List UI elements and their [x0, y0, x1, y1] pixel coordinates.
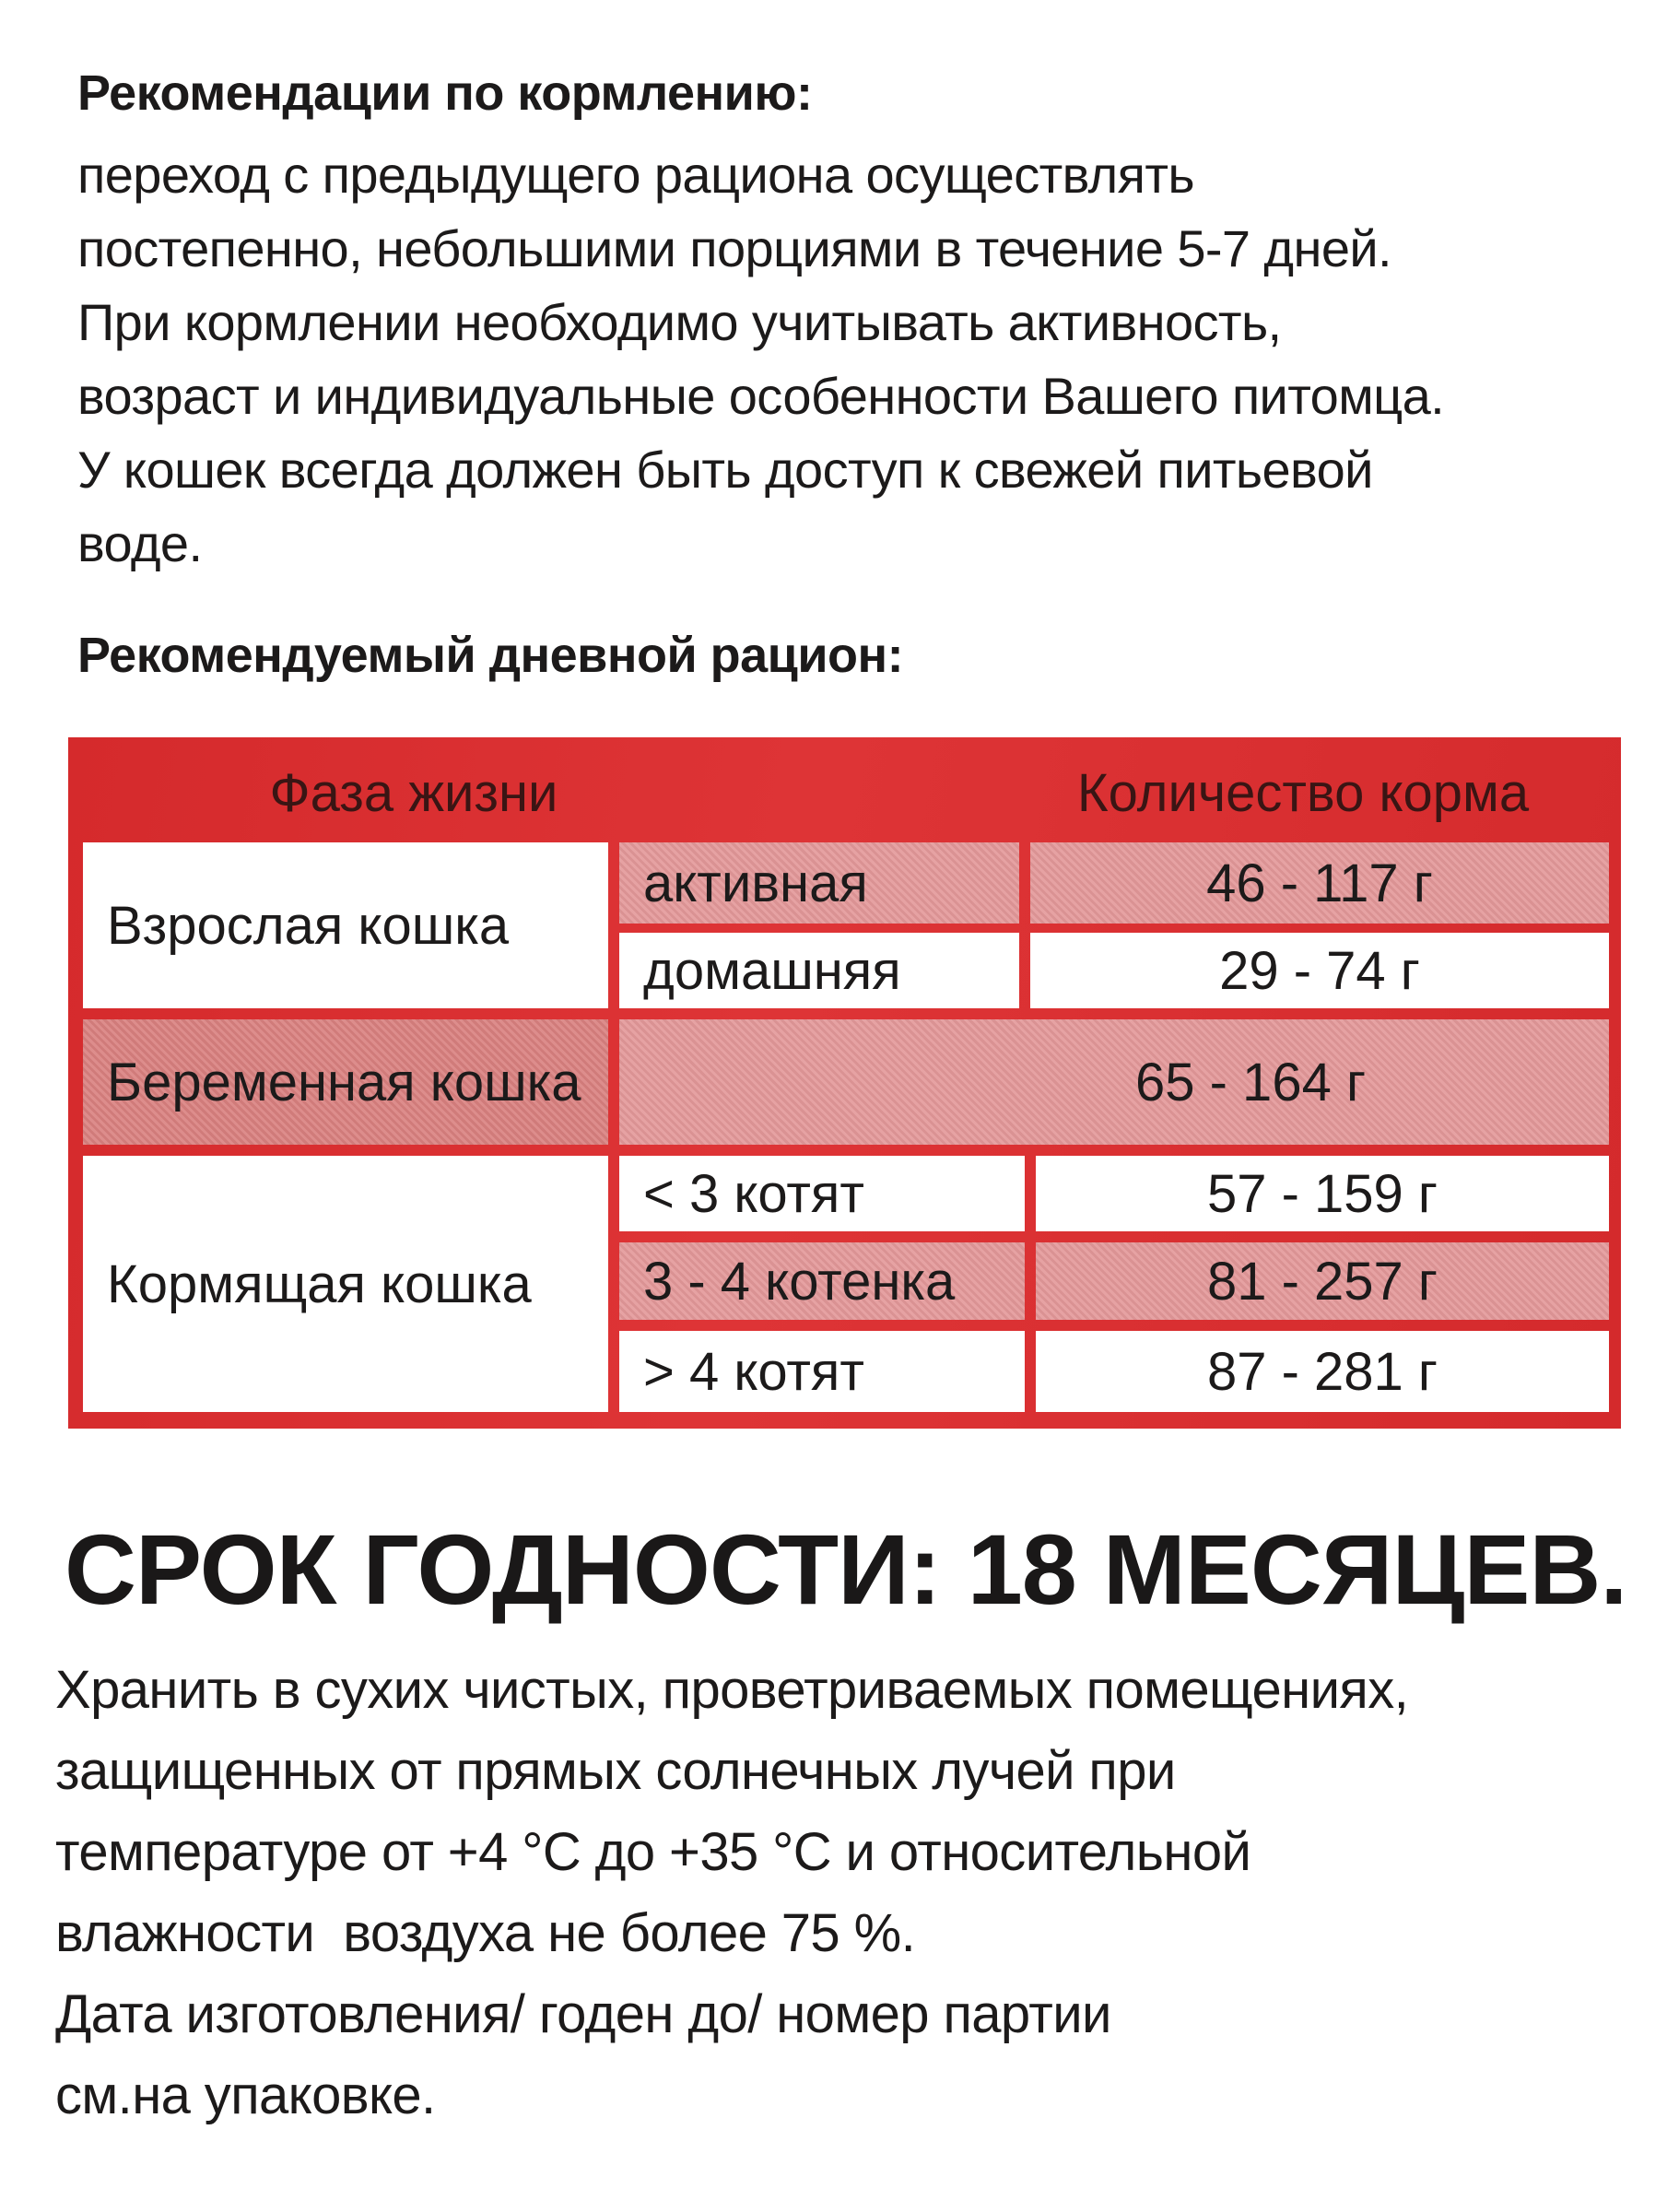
nursing-less3-label: < 3 котят	[619, 1156, 1025, 1231]
header-amount: Количество корма	[1076, 763, 1530, 823]
storage-line: Дата изготовления/ годен до/ номер партии	[55, 1984, 1111, 2044]
feeding-line: При кормлении необходимо учитывать активность,	[77, 293, 1282, 351]
storage-line: температуре от +4 °С до +35 °С и относительной	[55, 1822, 1251, 1882]
nursing-3-4-amount: 81 - 257 г	[1036, 1242, 1609, 1320]
storage-line: влажности воздуха не более 75 %.	[55, 1903, 916, 1963]
nursing-more4-label: > 4 котят	[619, 1331, 1025, 1412]
pregnant-cat-label: Беременная кошка	[83, 1019, 608, 1145]
nursing-more4-amount: 87 - 281 г	[1036, 1331, 1609, 1412]
adult-active-amount: 46 - 117 г	[1030, 842, 1609, 924]
feeding-paragraph	[77, 138, 1626, 581]
shelf-life-heading: СРОК ГОДНОСТИ: 18 МЕСЯЦЕВ.	[65, 1513, 1627, 1625]
feeding-line: воде.	[77, 514, 203, 572]
storage-line: защищенных от прямых солнечных лучей при	[55, 1741, 1176, 1801]
adult-cat-label: Взрослая кошка	[83, 842, 608, 1008]
feeding-line: У кошек всегда должен быть доступ к свежей питьевой	[77, 441, 1373, 499]
feeding-line: переход с предыдущего рациона осуществлять	[77, 146, 1194, 204]
storage-line: см.на упаковке.	[55, 2065, 436, 2125]
adult-home-label: домашняя	[619, 933, 1019, 1008]
daily-ration-title: Рекомендуемый дневной рацион:	[77, 628, 904, 683]
header-phase: Фаза жизни	[269, 763, 558, 823]
storage-paragraph	[55, 1650, 1650, 2136]
adult-home-amount: 29 - 74 г	[1030, 933, 1609, 1008]
feeding-title: Рекомендации по кормлению:	[77, 65, 813, 121]
pregnant-cat-amount: 65 - 164 г	[619, 1019, 1609, 1145]
feeding-line: возраст и индивидуальные особенности Вашего питомца.	[77, 367, 1445, 425]
nursing-cat-label: Кормящая кошка	[83, 1156, 608, 1412]
nursing-less3-amount: 57 - 159 г	[1036, 1156, 1609, 1231]
ration-table	[68, 737, 1621, 1429]
feeding-line: постепенно, небольшими порциями в течение 5-7 дней.	[77, 219, 1392, 277]
storage-line: Хранить в сухих чистых, проветриваемых помещениях,	[55, 1660, 1409, 1720]
adult-active-label: активная	[619, 842, 1019, 924]
nursing-3-4-label: 3 - 4 котенка	[619, 1242, 1025, 1320]
